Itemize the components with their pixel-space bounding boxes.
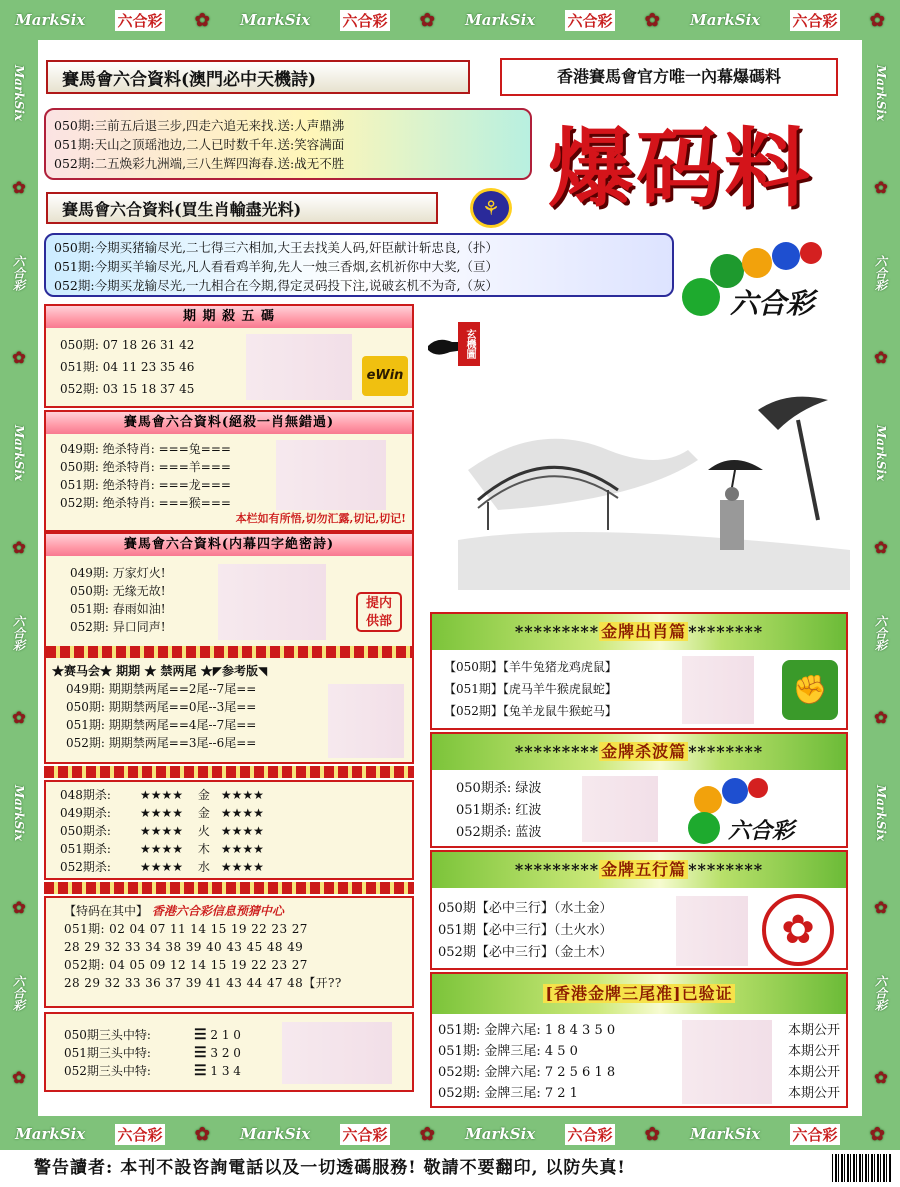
border-marksix: MarkSix xyxy=(690,1125,761,1143)
border-liuhecai: 六合彩 xyxy=(11,614,26,651)
flower-icon: ✿ xyxy=(874,708,888,728)
four-words-row: 051期: 春雨如油! xyxy=(70,602,166,616)
title-stars: ********* xyxy=(514,622,600,641)
flower-icon: ✿ xyxy=(12,538,26,558)
kill-zodiac-note: 本栏如有所悟,切勿汇露,切记,切记! xyxy=(235,512,406,525)
blurred-area xyxy=(676,896,748,966)
flower-icon: ✿ xyxy=(419,9,435,31)
gold-tail-row xyxy=(438,1083,840,1104)
flower-icon: ✿ xyxy=(644,9,660,31)
bridge-painting xyxy=(458,390,850,590)
title-stars: ********* xyxy=(514,742,600,761)
gold-tail-right: 本期公开 xyxy=(787,1065,840,1080)
trigram-icon: ☰ xyxy=(194,1063,207,1079)
four-words-row: 049期: 万家灯火! xyxy=(70,566,166,580)
title-stars: ********* xyxy=(514,860,600,879)
gold-title-text: 金牌出肖篇 xyxy=(601,622,687,641)
blurred-area xyxy=(246,334,352,400)
big-title: 爆码料 xyxy=(548,118,812,219)
gold-five-panel xyxy=(430,850,848,970)
gold-tail-row xyxy=(438,1062,840,1083)
stars-icon: ★★★★ xyxy=(140,806,184,820)
kill-zodiac-title: 賽馬會六合資料(絕殺一肖無錯過) xyxy=(46,412,412,434)
star-kill-element: 金 xyxy=(197,806,210,820)
right-border xyxy=(863,36,899,1116)
star-kill-issue: 052期杀: xyxy=(60,860,111,874)
blurred-area xyxy=(218,564,326,640)
gold-zodiac-row: 【050期】【羊牛兔猪龙鸡虎鼠】 xyxy=(444,660,617,674)
stars-icon: ★★★★ xyxy=(220,806,264,820)
star-kill-element: 木 xyxy=(197,842,210,856)
flower-icon: ✿ xyxy=(12,178,26,198)
border-liuhecai: 六合彩 xyxy=(11,974,26,1011)
star-kill-issue: 049期杀: xyxy=(60,806,111,820)
dot-red xyxy=(800,242,822,264)
flower-icon: ✿ xyxy=(12,898,26,918)
blurred-area xyxy=(276,440,386,510)
gold-tail-right: 本期公开 xyxy=(787,1023,840,1038)
star-kill-element: 水 xyxy=(197,860,210,874)
four-words-row: 052期: 异口同声! xyxy=(70,620,166,634)
ban-tail-row: 049期: 期期禁两尾==2尾--7尾== xyxy=(66,682,257,696)
flower-icon: ✿ xyxy=(874,178,888,198)
header-title-2: 賽馬會六合資料(買生肖輸盡光料) xyxy=(46,192,438,224)
gold-title-text: 金牌五行篇 xyxy=(601,860,687,879)
gold-tail-left: 051期: 金牌三尾: 4 5 0 xyxy=(438,1044,578,1059)
flower-icon: ✿ xyxy=(194,1123,210,1145)
flower-icon: ✿ xyxy=(874,538,888,558)
flower-icon: ✿ xyxy=(874,1068,888,1088)
zodiac-line: 051期:今期买羊输尽光,凡人看看鸡羊狗,先人一烛三香烟,玄机祈你中大奖,（亘） xyxy=(54,259,498,274)
border-liuhecai: 六合彩 xyxy=(567,11,613,30)
border-liuhecai: 六合彩 xyxy=(342,11,388,30)
border-marksix: MarkSix xyxy=(874,784,888,841)
gold-five-row: 052期【必中三行】（金土木） xyxy=(438,945,613,960)
star-kill-element: 火 xyxy=(197,824,210,838)
gold-tail-right: 本期公开 xyxy=(787,1044,840,1059)
gold-zodiac-panel xyxy=(430,612,848,730)
ban-tail-row: 050期: 期期禁两尾==0尾--3尾== xyxy=(66,700,257,714)
kill-zodiac-row: 049期: 绝杀特肖: ===兔=== xyxy=(60,442,231,456)
star-kill-panel xyxy=(44,780,414,880)
top-border xyxy=(0,2,900,38)
dot-orange xyxy=(742,248,772,278)
flower-icon: ✿ xyxy=(869,9,885,31)
gold-zodiac-row: 【051期】【虎马羊牛猴虎鼠蛇】 xyxy=(444,682,617,696)
gold-wave-row: 051期杀: 红波 xyxy=(456,803,542,818)
star-kill-issue: 048期杀: xyxy=(60,788,111,802)
border-marksix: MarkSix xyxy=(465,1125,536,1143)
three-head-value: 2 1 0 xyxy=(210,1028,241,1042)
zodiac-box xyxy=(44,233,674,297)
border-liuhecai: 六合彩 xyxy=(873,974,888,1011)
dot-green xyxy=(688,812,720,844)
divider xyxy=(44,766,414,778)
gold-tail-title xyxy=(432,974,846,1014)
four-words-row: 050期: 无缘无故! xyxy=(70,584,166,598)
money-bag-icon: ✊ xyxy=(782,660,838,720)
gold-tail-left: 051期: 金牌六尾: 1 8 4 3 5 0 xyxy=(438,1023,616,1038)
three-head-value: 1 3 4 xyxy=(210,1064,241,1078)
stars-icon: ★★★★ xyxy=(220,842,264,856)
gold-wave-row: 052期杀: 蓝波 xyxy=(456,825,542,840)
stars-icon: ★★★★ xyxy=(220,824,264,838)
poem-line: 052期:二五焕彩九洲端,三八生辉四海春.送:战无不胜 xyxy=(54,156,345,171)
bottom-border xyxy=(0,1116,900,1152)
four-words-title: 賽馬會六合資料(内幕四字絶密詩) xyxy=(46,534,412,556)
wave-logo: 六合彩 xyxy=(728,818,795,844)
border-marksix: MarkSix xyxy=(15,11,86,29)
divider xyxy=(46,646,412,658)
gold-tail-right: 本期公开 xyxy=(787,1086,840,1101)
dot-blue xyxy=(722,778,748,804)
gold-tail-row xyxy=(438,1041,840,1062)
dot-red xyxy=(748,778,768,798)
gold-wave-title xyxy=(432,734,846,770)
border-marksix: MarkSix xyxy=(874,64,888,121)
special-panel xyxy=(44,896,414,1008)
three-head-issue: 050期三头中特: xyxy=(64,1028,151,1042)
border-marksix: MarkSix xyxy=(465,11,536,29)
ban-tail-header: ★赛马会★ 期期 ★ 禁两尾 ★◤参考版◥ xyxy=(52,664,268,678)
border-marksix: MarkSix xyxy=(690,11,761,29)
flower-icon: ✿ xyxy=(874,348,888,368)
flower-icon: ✿ xyxy=(12,348,26,368)
border-liuhecai: 六合彩 xyxy=(11,254,26,291)
blurred-area xyxy=(328,684,404,758)
hk-emblem-icon: ✿ xyxy=(762,894,834,966)
three-head-value: 3 2 0 xyxy=(210,1046,241,1060)
kill-five-panel xyxy=(44,304,414,408)
flower-icon: ✿ xyxy=(194,9,210,31)
poem-line: 051期:天山之顶瑶池边,二人已时数千年.送:笑容满面 xyxy=(54,137,345,152)
stars-icon: ★★★★ xyxy=(140,824,184,838)
border-liuhecai: 六合彩 xyxy=(342,1125,388,1144)
gold-title-text: 金牌杀波篇 xyxy=(601,742,687,761)
gold-zodiac-row: 【052期】【兔羊龙鼠牛猴蛇马】 xyxy=(444,704,617,718)
gold-tail-left: 052期: 金牌三尾: 7 2 1 xyxy=(438,1086,578,1101)
header-slogan: 香港賽馬會官方唯一內幕爆碼料 xyxy=(500,58,838,96)
trigram-icon: ☰ xyxy=(194,1027,207,1043)
four-words-panel xyxy=(44,532,414,764)
star-kill-issue: 051期杀: xyxy=(60,842,111,856)
special-row: 052期: 04 05 09 12 14 15 19 22 23 27 xyxy=(64,958,308,972)
left-border xyxy=(1,36,37,1116)
special-header xyxy=(64,902,394,920)
border-marksix: MarkSix xyxy=(874,424,888,481)
header-title-1: 賽馬會六合資料(澳門必中天機詩) xyxy=(46,60,470,94)
gold-zodiac-title xyxy=(432,614,846,650)
star-kill-row xyxy=(60,840,398,858)
stars-icon: ★★★★ xyxy=(140,860,184,874)
dot-blue xyxy=(772,242,800,270)
flower-icon: ✿ xyxy=(869,1123,885,1145)
kill-five-row: 050期: 07 18 26 31 42 xyxy=(60,338,195,352)
star-kill-issue: 050期杀: xyxy=(60,824,111,838)
stars-icon: ★★★★ xyxy=(220,860,264,874)
gold-five-title xyxy=(432,852,846,888)
stars-icon: ★★★★ xyxy=(140,842,184,856)
border-liuhecai: 六合彩 xyxy=(792,1125,838,1144)
blurred-area xyxy=(582,776,658,842)
divider xyxy=(44,882,414,894)
dot-orange xyxy=(694,786,722,814)
three-head-panel xyxy=(44,1012,414,1092)
main-page xyxy=(38,40,862,1116)
border-liuhecai: 六合彩 xyxy=(873,614,888,651)
gold-wave-row: 050期杀: 绿波 xyxy=(456,781,542,796)
three-head-issue: 051期三头中特: xyxy=(64,1046,151,1060)
border-marksix: MarkSix xyxy=(15,1125,86,1143)
border-marksix: MarkSix xyxy=(12,784,26,841)
special-row: 051期: 02 04 07 11 14 15 19 22 23 27 xyxy=(64,922,308,936)
border-liuhecai: 六合彩 xyxy=(873,254,888,291)
border-liuhecai: 六合彩 xyxy=(792,11,838,30)
flower-icon: ✿ xyxy=(12,1068,26,1088)
title-stars: ******** xyxy=(688,742,764,761)
gold-five-row: 050期【必中三行】（水土金） xyxy=(438,901,613,916)
kill-five-row: 051期: 04 11 23 35 46 xyxy=(60,360,195,374)
kill-five-title: 期 期 殺 五 碼 xyxy=(46,306,412,328)
star-kill-row xyxy=(60,822,398,840)
flower-icon: ✿ xyxy=(419,1123,435,1145)
star-kill-row xyxy=(60,786,398,804)
border-liuhecai: 六合彩 xyxy=(117,1125,163,1144)
border-marksix: MarkSix xyxy=(12,64,26,121)
ban-tail-row: 052期: 期期禁两尾==3尾--6尾== xyxy=(66,736,257,750)
dot-green-big xyxy=(682,278,720,316)
kill-zodiac-row: 051期: 绝杀特肖: ===龙=== xyxy=(60,478,231,492)
gold-tail-left: 052期: 金牌六尾: 7 2 5 6 1 8 xyxy=(438,1065,616,1080)
gold-tail-row xyxy=(438,1020,840,1041)
poem-line: 050期:三前五后退三步,四走六追无来找.送:人声鼎沸 xyxy=(54,118,345,133)
star-kill-row xyxy=(60,804,398,822)
trigram-icon: ☰ xyxy=(194,1045,207,1061)
kill-zodiac-row: 052期: 绝杀特肖: ===猴=== xyxy=(60,496,231,510)
border-liuhecai: 六合彩 xyxy=(117,11,163,30)
zodiac-line: 050期:今期买猪输尽光,二七得三六相加,大王去找美人码,奸臣献计斩忠良,（扑） xyxy=(54,240,498,255)
gold-wave-panel xyxy=(430,732,848,848)
zodiac-line: 052期:今期买龙输尽光,一九相合在今期,得定灵码投下注,说破玄机不为奇,（灰） xyxy=(54,278,498,293)
barcode-icon xyxy=(832,1154,892,1182)
jockey-club-logo-icon: ⚘ xyxy=(470,188,512,228)
border-marksix: MarkSix xyxy=(12,424,26,481)
special-center: 香港六合彩信息预猜中心 xyxy=(151,904,284,918)
gold-five-row: 051期【必中三行】（土火水） xyxy=(438,923,613,938)
warning-text: 警告讀者: 本刊不設咨詢電話以及一切透碼服務! 敬請不要翻印, 以防失真! xyxy=(0,1150,900,1187)
kill-zodiac-row: 050期: 绝杀特肖: ===羊=== xyxy=(60,460,231,474)
three-head-issue: 052期三头中特: xyxy=(64,1064,151,1078)
flower-icon: ✿ xyxy=(12,708,26,728)
border-liuhecai: 六合彩 xyxy=(567,1125,613,1144)
border-marksix: MarkSix xyxy=(240,11,311,29)
blurred-area xyxy=(682,656,754,724)
flower-icon: ✿ xyxy=(874,898,888,918)
gold-title-text: [香港金牌三尾准]已验证 xyxy=(545,984,733,1003)
flower-icon: ✿ xyxy=(644,1123,660,1145)
kill-zodiac-panel xyxy=(44,410,414,532)
ewin-logo: eWin xyxy=(362,356,408,396)
blurred-area xyxy=(282,1022,392,1084)
ban-tail-row: 051期: 期期禁两尾==4尾--7尾== xyxy=(66,718,257,732)
special-row: 28 29 32 33 36 37 39 41 43 44 47 48【开?? xyxy=(64,976,342,990)
kill-five-row: 052期: 03 15 18 37 45 xyxy=(60,382,195,396)
mystic-stamp-text: 玄機圖 xyxy=(458,322,480,366)
blurred-area xyxy=(682,1020,772,1104)
title-stars: ******** xyxy=(688,622,764,641)
special-row: 28 29 32 33 34 38 39 40 43 45 48 49 xyxy=(64,940,304,954)
liuhecai-logo: 六合彩 xyxy=(730,287,815,320)
star-kill-row xyxy=(60,858,398,876)
star-kill-element: 金 xyxy=(197,788,210,802)
mystic-stamp xyxy=(424,326,484,366)
poem-box xyxy=(44,108,532,180)
stars-icon: ★★★★ xyxy=(220,788,264,802)
border-marksix: MarkSix xyxy=(240,1125,311,1143)
title-stars: ******** xyxy=(688,860,764,879)
internal-stamp: 提内供部 xyxy=(356,592,402,632)
gold-tail-panel xyxy=(430,972,848,1108)
special-label: 【特码在其中】 xyxy=(64,904,149,918)
stars-icon: ★★★★ xyxy=(140,788,184,802)
